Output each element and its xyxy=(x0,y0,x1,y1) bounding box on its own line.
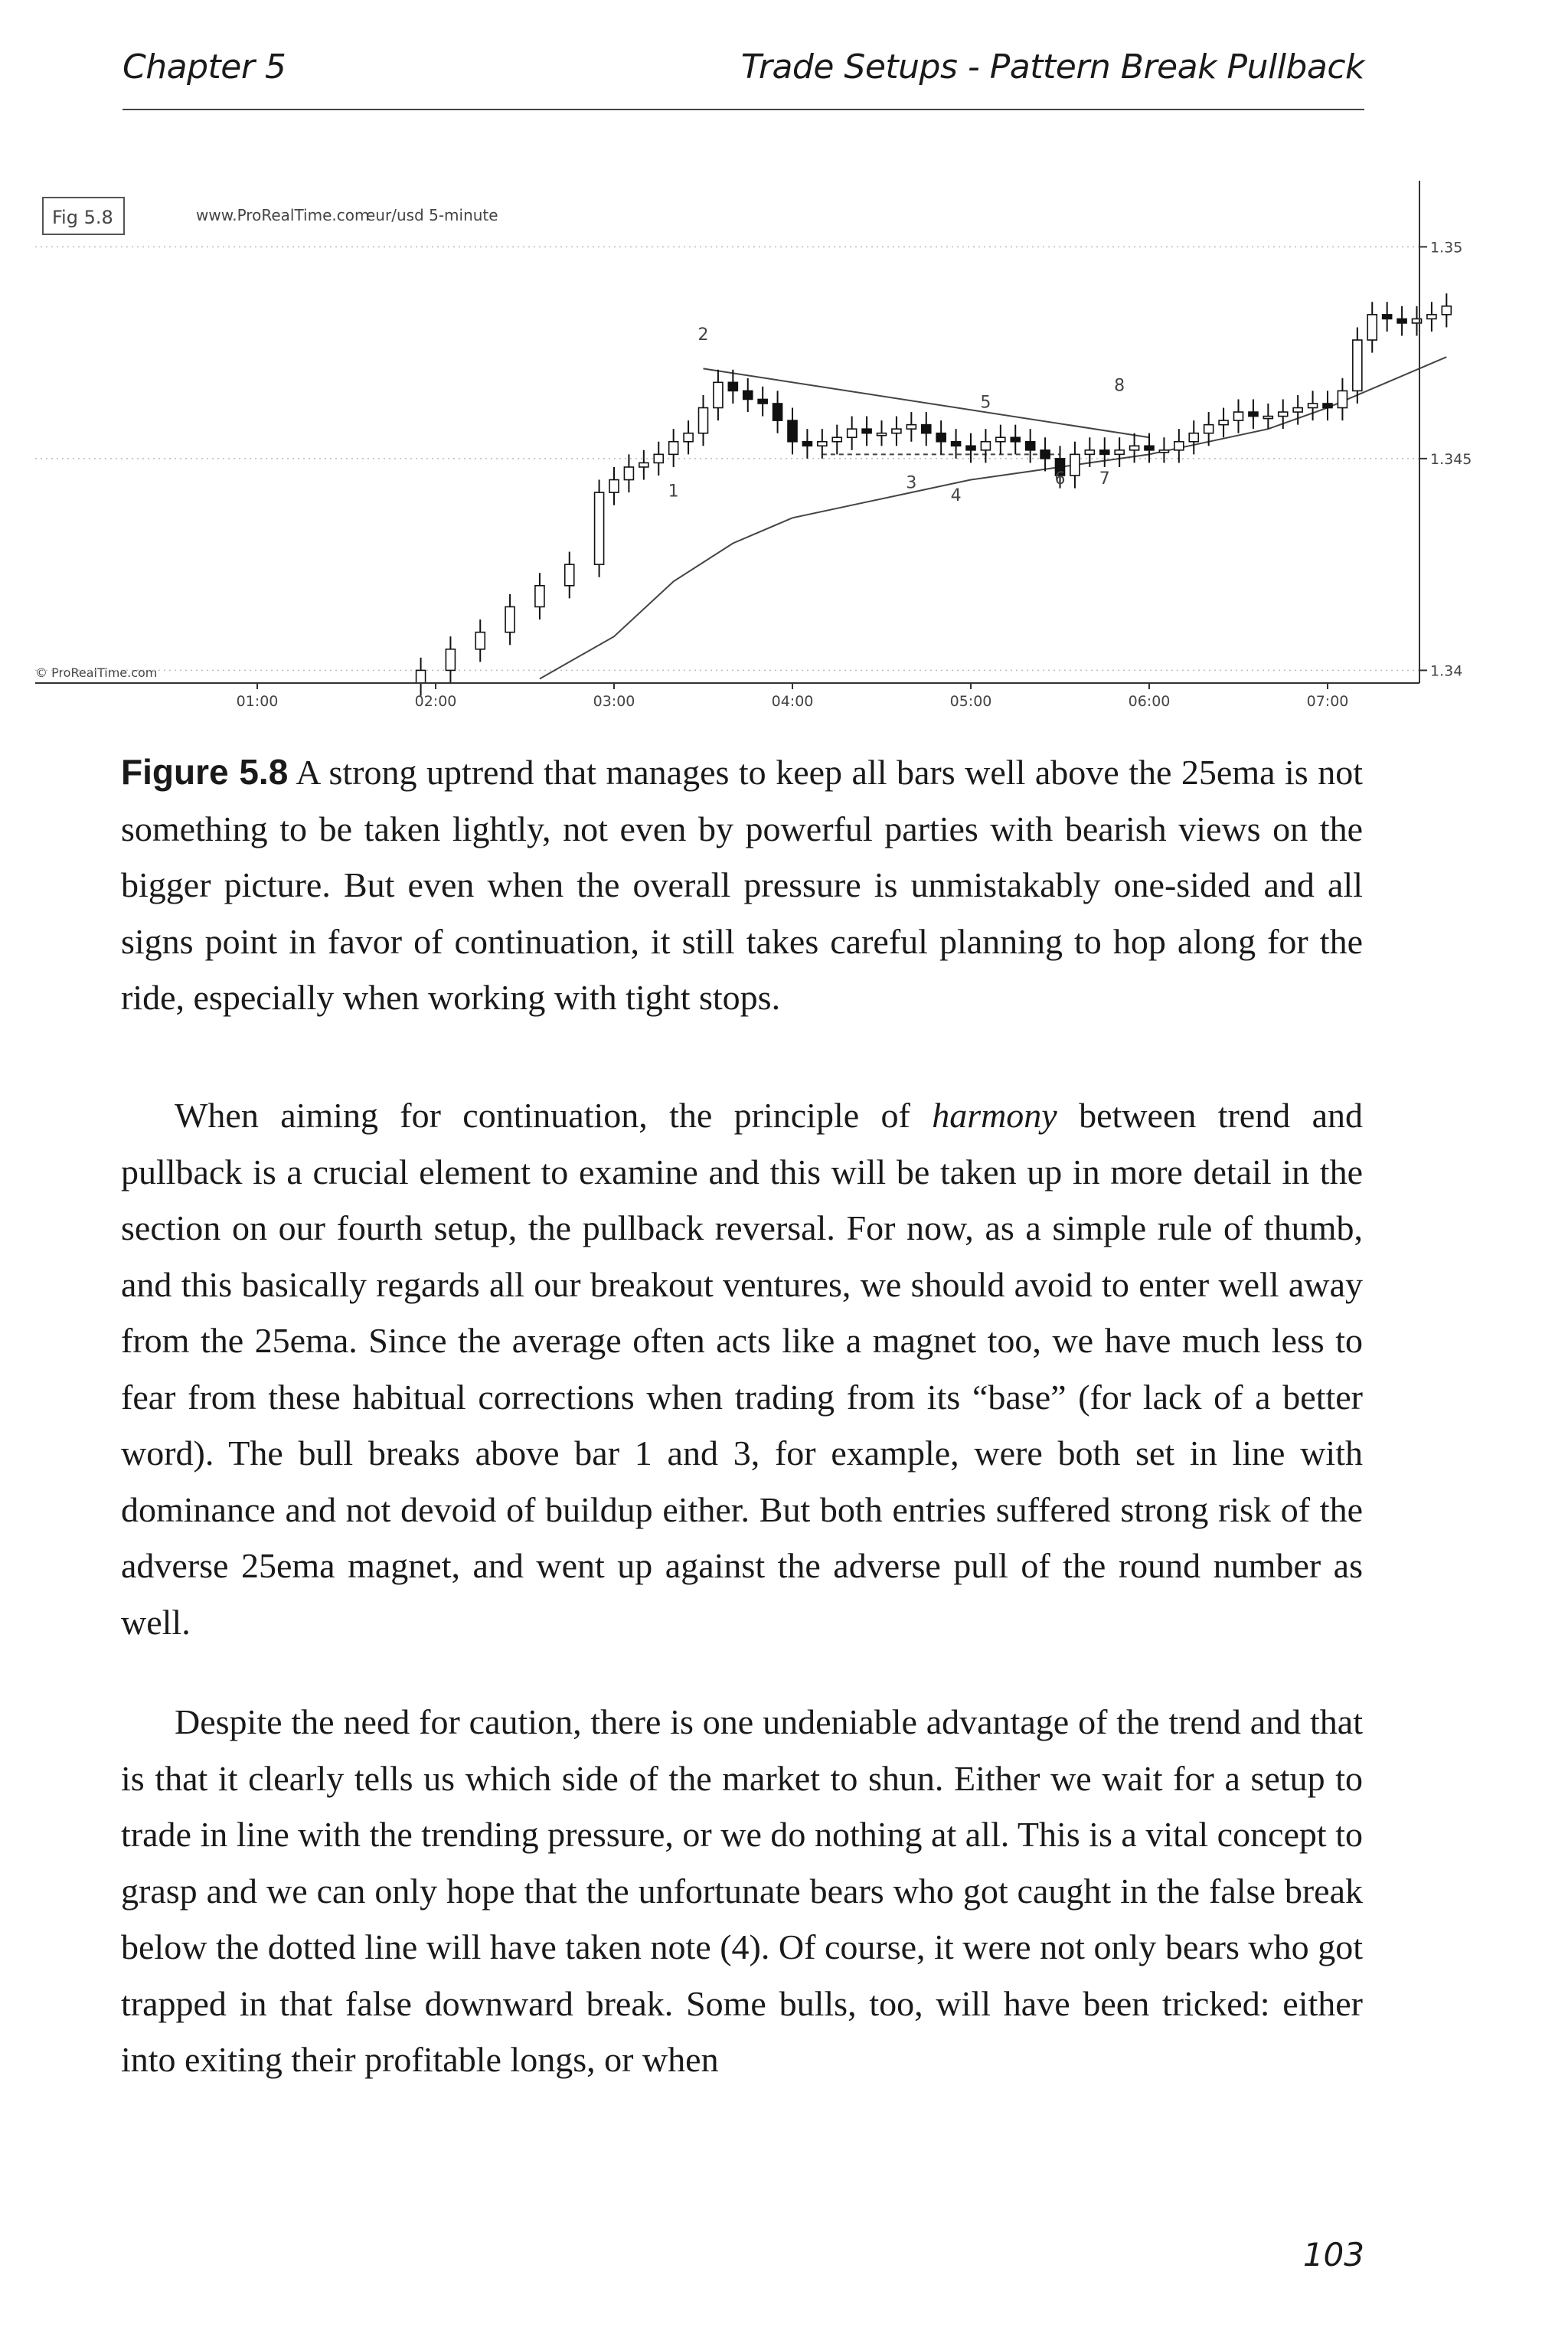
candle-body xyxy=(1070,454,1080,476)
p1-emphasis: harmony xyxy=(932,1096,1057,1135)
page-number: 103 xyxy=(1302,2236,1364,2273)
header-rule xyxy=(122,109,1364,110)
annotation-label: 1 xyxy=(668,482,679,502)
annotation-label: 5 xyxy=(980,393,991,413)
candle-body xyxy=(1130,446,1139,450)
figure-caption xyxy=(121,744,1363,1026)
x-tick-label: 02:00 xyxy=(414,693,457,710)
annotation-label: 6 xyxy=(1054,469,1066,489)
candle-body xyxy=(1115,450,1124,455)
running-header xyxy=(122,47,1364,109)
candle-body xyxy=(1204,425,1214,433)
candle-body xyxy=(1279,412,1288,417)
candle-body xyxy=(758,399,767,404)
annotation-label: 7 xyxy=(1099,469,1110,489)
candle-body xyxy=(1145,446,1154,450)
candle-body xyxy=(952,442,961,446)
candle-body xyxy=(1040,450,1050,459)
candle-body xyxy=(1383,315,1392,319)
price-chart xyxy=(35,181,1536,717)
candle-body xyxy=(1085,450,1094,455)
candle-body xyxy=(1026,442,1035,450)
candle-body xyxy=(788,420,797,442)
candle-body xyxy=(1323,404,1332,408)
candle-body xyxy=(654,454,663,463)
candle-body xyxy=(802,442,812,446)
caption-text: A strong uptrend that manages to keep all bars well above the 25ema is not something to be taken lightly, not even by powerful parties with bearish views on the bigger picture. But even when the overall pressure is unmistakably one-sided and all signs point in favor of continuation, it still takes careful planning to hop along for the ride, especially when working with tight stops. xyxy=(121,753,1363,1017)
candle-body xyxy=(595,492,604,564)
annotation-label: 2 xyxy=(697,325,709,345)
candle-body xyxy=(1189,433,1198,442)
candle-body xyxy=(669,442,678,455)
paragraph-2: Despite the need for caution, there is one undeniable advantage of the trend and that is that it clearly tells us which side of the market to shun. Either we wait for a setup to trade in line with the trending pressure, or we do nothing at all. This is a vital concept to grasp and we can only hope that the unfortunate bears who got caught in the false break below the dotted line will have taken note (4). Of course, it were not only bears who got trapped in that false downward break. Some bulls, too, will have been tricked: either into exiting their profitable longs, or when xyxy=(121,1702,1363,2079)
x-tick-label: 05:00 xyxy=(949,693,992,710)
candle-body xyxy=(684,433,693,442)
y-tick-label: 1.34 xyxy=(1430,662,1463,680)
candle-body xyxy=(981,442,990,450)
candle-body xyxy=(1338,391,1347,407)
candle-body xyxy=(1234,412,1243,420)
candle-body xyxy=(1011,437,1020,442)
candle-body xyxy=(892,429,901,433)
candle-body xyxy=(848,429,857,437)
candle-body xyxy=(743,391,753,399)
candle-body xyxy=(609,480,619,493)
x-tick-label: 03:00 xyxy=(593,693,635,710)
candle-body xyxy=(699,408,708,433)
chapter-title: Chapter 5 xyxy=(122,47,286,87)
candle-body xyxy=(1293,408,1302,413)
candle-body xyxy=(446,649,455,671)
candle-body xyxy=(714,382,723,407)
candle-body xyxy=(1397,319,1406,323)
y-tick-label: 1.35 xyxy=(1430,239,1463,257)
candle-body xyxy=(1353,340,1362,391)
annotation-label: 3 xyxy=(906,473,917,493)
x-tick-label: 04:00 xyxy=(771,693,814,710)
p1-text-b: between trend and pullback is a crucial element to examine and this will be taken up in more detail in the section on our fourth setup, the pullback reversal. For now, as a simple rule of thumb, and this basically regards all our breakout ventures, we should avoid to enter well away from the 25ema. Since the average often acts like a magnet too, we have much less to fear from these habitual corrections when trading from its “base” (for lack of a better word). The bull breaks above bar 1 and 3, for example, were both set in line with dominance and not devoid of buildup either. But both entries suffered strong risk of the adverse 25ema magnet, and went up against the adverse pull of the round number as well. xyxy=(121,1096,1363,1642)
candle-body xyxy=(832,437,841,442)
candle-body xyxy=(818,442,827,446)
candle-body xyxy=(565,564,574,586)
caption-label: Figure 5.8 xyxy=(121,752,289,792)
figure-label: Fig 5.8 xyxy=(52,207,113,228)
candle-body xyxy=(877,433,887,436)
candle-body xyxy=(505,606,514,632)
candle-body xyxy=(728,382,737,391)
candle-body xyxy=(1427,315,1436,319)
candle-body xyxy=(922,425,931,433)
x-tick-label: 06:00 xyxy=(1128,693,1171,710)
figure-5-8 xyxy=(35,181,1536,717)
y-tick-label: 1.345 xyxy=(1430,450,1472,468)
candle-body xyxy=(906,425,916,430)
candle-body xyxy=(862,429,871,433)
x-tick-label: 07:00 xyxy=(1306,693,1349,710)
candle-body xyxy=(1159,450,1168,453)
candle-body xyxy=(1308,404,1318,408)
candle-body xyxy=(996,437,1005,442)
candle-body xyxy=(966,446,975,450)
instrument-label: eur/usd 5-minute xyxy=(366,206,498,224)
annotation-label: 4 xyxy=(950,486,962,506)
candle-body xyxy=(416,670,426,683)
candle-body xyxy=(535,586,544,607)
p1-text-a: When aiming for continuation, the principle of xyxy=(175,1096,933,1135)
candle-body xyxy=(1249,412,1258,417)
candle-body xyxy=(1442,306,1451,315)
candle-body xyxy=(1100,450,1109,455)
candle-body xyxy=(475,633,485,649)
candle-body xyxy=(1219,420,1228,425)
candle-body xyxy=(1367,315,1377,340)
candle-body xyxy=(773,404,782,420)
paragraph-1 xyxy=(121,1087,1363,1650)
candle-body xyxy=(1174,442,1184,450)
watermark: © ProRealTime.com xyxy=(35,665,158,680)
candle-body xyxy=(936,433,946,442)
x-tick-label: 01:00 xyxy=(236,693,279,710)
source-label: www.ProRealTime.com xyxy=(196,206,370,224)
annotation-label: 8 xyxy=(1114,376,1125,396)
candle-body xyxy=(624,467,633,480)
section-title: Trade Setups - Pattern Break Pullback xyxy=(740,47,1364,87)
candle-body xyxy=(639,463,648,467)
candle-body xyxy=(1263,417,1272,419)
